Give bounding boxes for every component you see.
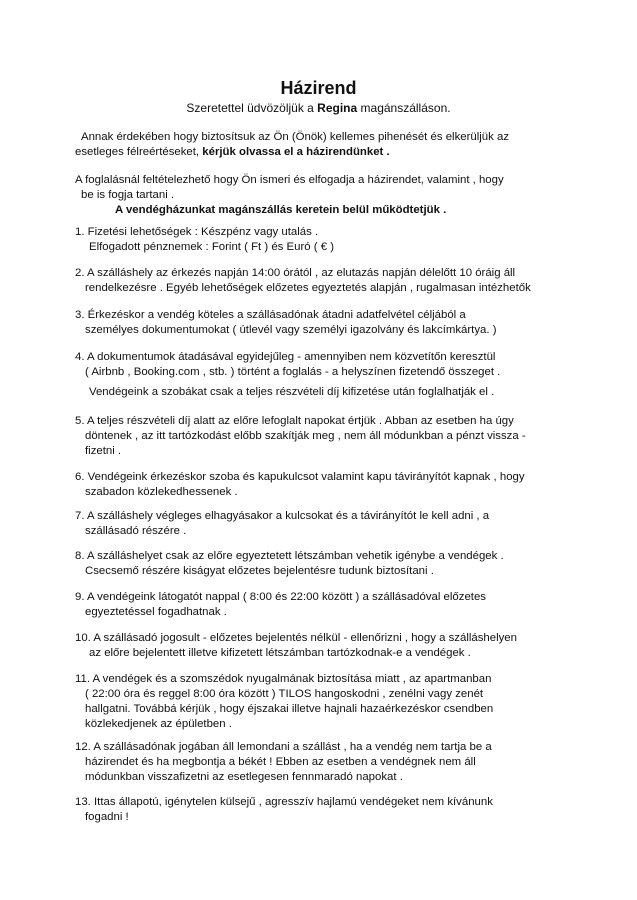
text-line: egyeztetéssel fogadhatnak . (85, 606, 227, 618)
text-line: Annak érdekében hogy biztosítsuk az Ön (Önök) kellemes pihenését és elkerüljük az (81, 131, 510, 143)
welcome-text: Szeretettel üdvözöljük a (186, 101, 318, 115)
text-line: 8. A szálláshelyet csak az előre egyeztetett létszámban vehetik igénybe a vendégek . (75, 550, 504, 562)
text-line: be is fogja tartani . (81, 189, 175, 201)
welcome-line (0, 101, 637, 116)
text-line: hallgatni. Továbbá kérjük , hogy éjszakai illetve hajnali hazaérkezéskor csendben (85, 703, 494, 715)
text-line: házirendet és ha megbontja a békét ! Ebben az esetben a vendégnek nem áll (85, 756, 476, 768)
text-line: fizetni . (85, 445, 122, 457)
text-line: Csecsemő részére kiságyat előzetes bejelentésre tudunk biztosítani . (85, 565, 434, 577)
text-line: 6. Vendégeink érkezéskor szoba és kapukulcsot valamint kapu távirányítót kapnak , hogy (75, 471, 525, 483)
text-line-bold (75, 203, 575, 218)
rule-item-8 (75, 549, 575, 579)
text-line: 13. Ittas állapotú, igénytelen külsejű , agresszív hajlamú vendégeket nem kívánunk (75, 796, 493, 808)
rule-item-7 (75, 509, 575, 539)
text-line: szállásadó részére . (85, 525, 187, 537)
welcome-text-end: magánszálláson. (357, 101, 451, 115)
text-line: 5. A teljes részvételi díj alatt az előre lefoglalt napokat értjük . Abban az esetben ha úgy (75, 415, 514, 427)
text-line: az előre bejelentett illetve kifizetett létszámban tartózkodnak-e a vendégek . (89, 647, 471, 659)
text-bold: A vendégházunkat magánszállás keretein belül működtetjük . (115, 204, 447, 216)
text-line: 3. Érkezéskor a vendég köteles a szállásadónak átadni adatfelvétel céljából a (75, 309, 466, 321)
text-line (75, 145, 575, 160)
text-line: fogadni ! (85, 811, 129, 823)
text-line: 2. A szálláshely az érkezés napján 14:00 órától , az elutazás napján délelőtt 10 óráig áll (75, 267, 516, 279)
text-line: 1. Fizetési lehetőségek : Készpénz vagy utalás . (75, 226, 319, 238)
rule-item-3 (75, 308, 575, 338)
rule-item-11 (75, 672, 575, 732)
text-line: 9. A vendégeink látogatót nappal ( 8:00 és 22:00 között ) a szállásadóval előzetes (75, 591, 486, 603)
rule-item-12 (75, 740, 575, 785)
intro-paragraph-1 (75, 130, 575, 160)
text-line: 12. A szállásadónak jogában áll lemondani a szállást , ha a vendég nem tartja be a (75, 741, 492, 753)
text-line: közlekedjenek az épületben . (85, 718, 232, 730)
text-line: 11. A vendégek és a szomszédok nyugalmának biztosítása miatt , az apartmanban (75, 673, 492, 685)
text-line: Vendégeink a szobákat csak a teljes részvételi díj kifizetése után foglalhatják el . (89, 386, 495, 398)
text-line: döntenek , az itt tartózkodást előbb szakítják meg , nem áll módunkban a pénzt vissza - (85, 430, 526, 442)
text-line: 7. A szálláshely végleges elhagyásakor a kulcsokat és a távirányítót le kell adni , a (75, 510, 490, 522)
text-line: szabadon közlekedhessenek . (85, 486, 238, 498)
guesthouse-name: Regina (317, 101, 358, 115)
rule-item-9 (75, 590, 575, 620)
rule-item-4-note (75, 385, 575, 400)
text-line: A foglalásnál feltételezhető hogy Ön ismeri és elfogadja a házirendet, valamint , hogy (75, 174, 504, 186)
text-line: ( 22:00 óra és reggel 8:00 óra között ) TILOS hangoskodni , zenélni vagy zenét (85, 688, 484, 700)
text-line: személyes dokumentumokat ( útlevél vagy személyi igazolvány és lakcímkártya. ) (85, 324, 497, 336)
text-line: rendelkezésre . Egyéb lehetőségek előzetes egyeztetés alapján , rugalmasan intézhetők (85, 282, 531, 294)
rule-item-6 (75, 470, 575, 500)
text-line: ( Airbnb , Booking.com , stb. ) történt a foglalás - a helyszínen fizetendő összeget . (85, 366, 501, 378)
text-line: 4. A dokumentumok átadásával egyidejűleg - amennyiben nem közvetítőn keresztül (75, 351, 496, 363)
rule-item-2 (75, 266, 575, 296)
rule-item-13 (75, 795, 575, 825)
text-line: Elfogadott pénznemek : Forint ( Ft ) és Euró ( € ) (89, 241, 334, 253)
intro-paragraph-2 (75, 173, 575, 218)
text-span: esetleges félreértéseket, (75, 146, 203, 158)
rule-item-5 (75, 414, 575, 459)
text-bold: kérjük olvassa el a házirendünket . (202, 146, 390, 158)
text-line: 10. A szállásadó jogosult - előzetes bejelentés nélkül - ellenőrizni , hogy a szálláshelyen (75, 632, 517, 644)
rule-item-10 (75, 631, 575, 661)
page-title: Házirend (280, 78, 357, 98)
text-line: módunkban visszafizetni az esetlegesen fennmaradó napokat . (85, 771, 403, 783)
rule-item-1 (75, 225, 575, 255)
rule-item-4 (75, 350, 575, 380)
